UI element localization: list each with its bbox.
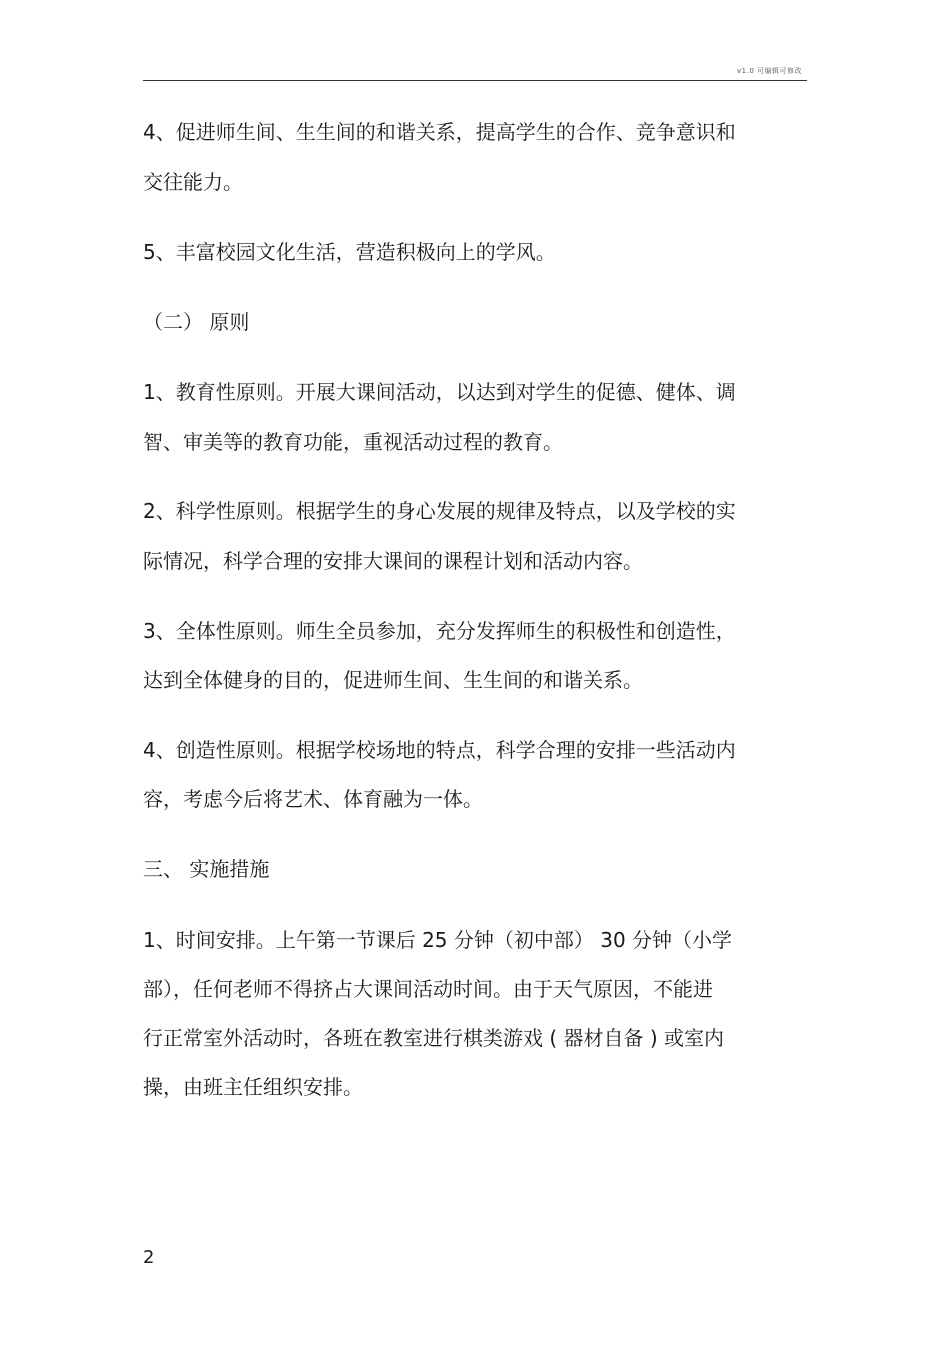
text-line: 1、教育性原则。开展大课间活动，以达到对学生的促德、健体、调	[143, 380, 736, 404]
text-line: 部），任何老师不得挤占大课间活动时间。由于天气原因，不能进	[143, 977, 713, 1001]
text-line: 3、全体性原则。师生全员参加，充分发挥师生的积极性和创造性，	[143, 619, 736, 643]
text-line: 交往能力。	[143, 170, 243, 194]
header-version-note: v1.0 可编辑可修改	[737, 67, 802, 75]
section-heading: （二） 原则	[143, 310, 250, 334]
text-line: 智、审美等的教育功能，重视活动过程的教育。	[143, 430, 563, 454]
text-line: 1、时间安排。上午第一节课后 25 分钟（初中部） 30 分钟（小学	[143, 928, 733, 952]
text-line: 2、科学性原则。根据学生的身心发展的规律及特点，以及学校的实	[143, 499, 736, 523]
header-rule	[143, 80, 807, 81]
text-line: 5、丰富校园文化生活，营造积极向上的学风。	[143, 240, 556, 264]
text-line: 达到全体健身的目的，促进师生间、生生间的和谐关系。	[143, 668, 643, 692]
text-line: 行正常室外活动时，各班在教室进行棋类游戏 ( 器材自备 ) 或室内	[143, 1026, 725, 1050]
text-line: 容，考虑今后将艺术、体育融为一体。	[143, 787, 483, 811]
text-line: 4、促进师生间、生生间的和谐关系，提高学生的合作、竞争意识和	[143, 120, 736, 144]
text-line: 4、创造性原则。根据学校场地的特点，科学合理的安排一些活动内	[143, 738, 736, 762]
page-number: 2	[143, 1247, 155, 1268]
text-line: 操，由班主任组织安排。	[143, 1075, 363, 1099]
text-line: 际情况，科学合理的安排大课间的课程计划和活动内容。	[143, 549, 643, 573]
section-heading: 三、 实施措施	[143, 857, 270, 881]
